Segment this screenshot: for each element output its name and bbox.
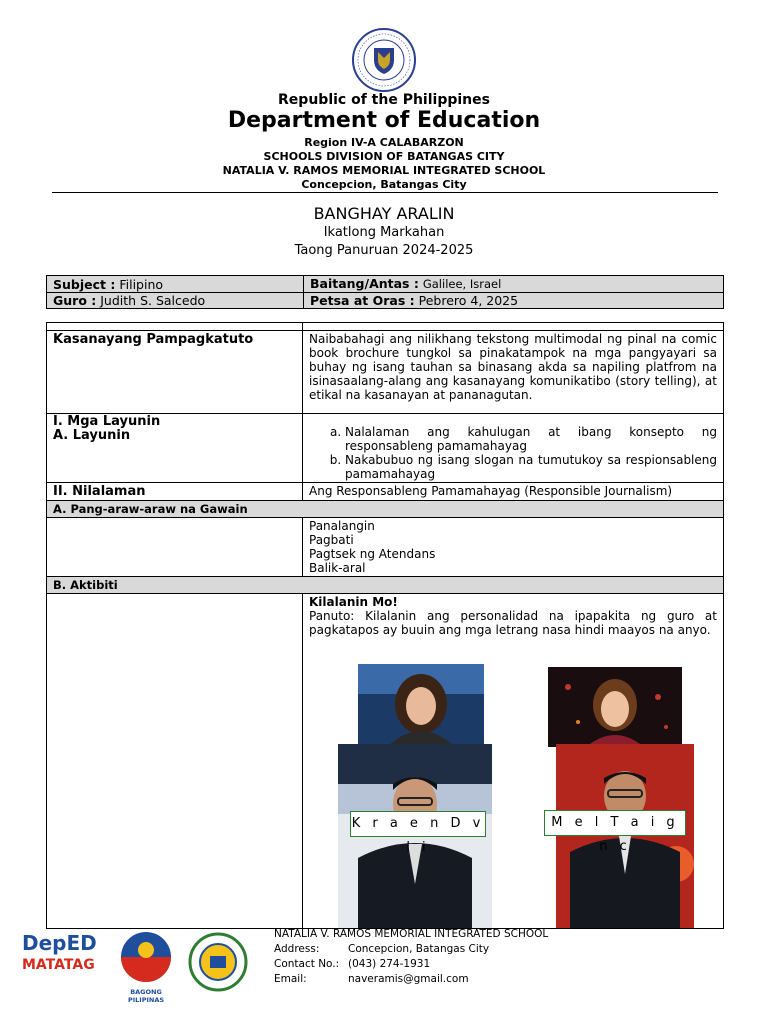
deped-matatag-logo: DepED MATATAG	[22, 931, 97, 973]
footer-email-label: Email:	[274, 973, 307, 985]
grade-value: Galilee, Israel	[422, 277, 502, 291]
footer-school-name: NATALIA V. RAMOS MEMORIAL INTEGRATED SCHOOL	[274, 928, 549, 940]
footer-address: Concepcion, Batangas City	[348, 943, 490, 955]
grade-cell: Baitang/Antas : Galilee, Israel	[304, 276, 724, 293]
footer-email: naveramis@gmail.com	[348, 973, 469, 985]
list-item: Panalangin	[309, 519, 375, 533]
content-label: II. Nilalaman	[53, 484, 146, 499]
footer-contact-label: Contact No.:	[274, 958, 340, 970]
objectives-sub-label: A. Layunin	[53, 428, 131, 443]
objectives-label: I. Mga Layunin	[53, 414, 161, 429]
region-line: Region IV-A CALABARZON	[304, 136, 464, 149]
school-year-line: Taong Panuruan 2024-2025	[294, 243, 474, 258]
list-item: Balik-aral	[309, 561, 366, 575]
department-title: Department of Education	[227, 108, 541, 133]
objectives-cell	[303, 414, 724, 483]
deped-seal	[352, 28, 416, 92]
activity-header: B. Aktibiti	[47, 577, 724, 594]
school-logo	[186, 932, 250, 992]
school-line: NATALIA V. RAMOS MEMORIAL INTEGRATED SCHOOL	[222, 164, 546, 177]
daily-routine-header: A. Pang-araw-araw na Gawain	[47, 501, 724, 518]
subject-value: Filipino	[119, 276, 164, 292]
list-item: Pagbati	[309, 533, 354, 547]
footer-contact: (043) 274-1931	[348, 958, 431, 970]
daily-routine-list	[303, 518, 724, 577]
list-item: Pagtsek ng Atendans	[309, 547, 436, 561]
activity-title: Kilalanin Mo!	[309, 595, 398, 609]
competency-text: Naibabahagi ang nilikhang tekstong multimodal ng pinal na comic book brochure tungkol sa pinakatampok na mga pangyayari sa buhay ng isang tauhan sa binasang akda sa napiling platfrom na isinasaalang-alang ang kasanayang komunikatibo (story telling), at etikal na kasanayan at pananagutan.	[303, 331, 724, 414]
republic-line: Republic of the Philippines	[278, 92, 490, 108]
objective-item: a. Nalalaman ang kahulugan at ibang konsepto ng responsableng pamamahayag	[345, 425, 717, 453]
location-line: Concepcion, Batangas City	[301, 178, 467, 191]
info-table	[46, 275, 724, 309]
objective-item: b. Nakabubuo ng isang slogan na tumutukoy sa respionsableng pamamahayag	[345, 453, 717, 481]
anchor-woman-photo	[358, 664, 484, 746]
header-divider	[52, 192, 718, 193]
scrambled-name-2: M e l T a i g n c	[544, 810, 686, 836]
date-value: Pebrero 4, 2025	[418, 293, 519, 308]
activity-instructions: Panuto: Kilalanin ang personalidad na ipapakita ng guro at pagkatapos ay buuin ang mga letrang nasa hindi maayos na anyo.	[309, 609, 717, 637]
teacher-value: Judith S. Salcedo	[100, 293, 206, 308]
content-text: Ang Responsableng Pamamahayag (Responsible Journalism)	[303, 483, 724, 501]
subject-cell: Subject : Filipino	[47, 276, 304, 293]
scrambled-name-1: K r a e n D v l i	[350, 811, 486, 837]
teacher-cell: Guro : Judith S. Salcedo	[47, 293, 304, 309]
document-title: BANGHAY ARALIN	[313, 204, 455, 223]
anchor-woman-2-photo	[548, 667, 682, 747]
objectives-label-cell	[47, 414, 303, 483]
bagong-pilipinas-logo: BAGONG PILIPINAS	[112, 930, 180, 996]
division-line: SCHOOLS DIVISION OF BATANGAS CITY	[263, 150, 505, 163]
date-cell: Petsa at Oras : Pebrero 4, 2025	[304, 293, 724, 309]
quarter-line: Ikatlong Markahan	[323, 225, 445, 240]
competency-label: Kasanayang Pampagkatuto	[47, 331, 303, 414]
content-label-cell	[47, 483, 303, 501]
footer-address-label: Address:	[274, 943, 320, 955]
